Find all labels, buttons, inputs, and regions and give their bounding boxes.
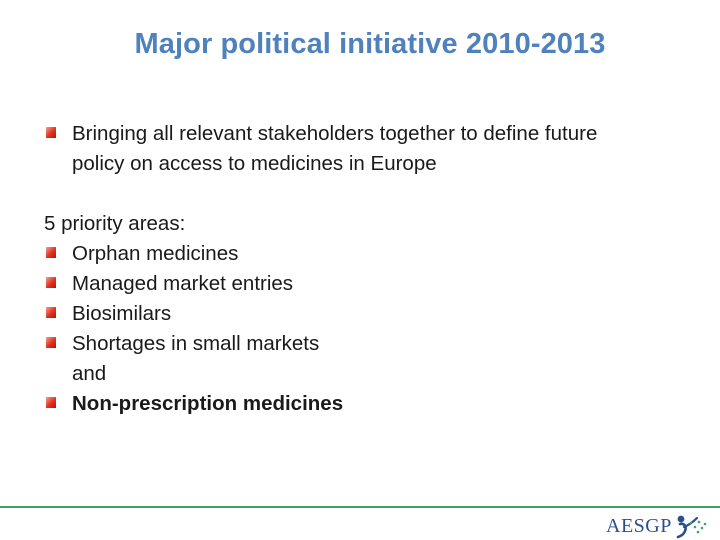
priority-item: Shortages in small markets	[72, 332, 320, 355]
logo-wordmark: AESGP	[606, 514, 672, 537]
logo-figure-icon	[675, 513, 709, 539]
bullet-square-icon	[46, 127, 56, 138]
priority-item: Managed market entries	[72, 272, 294, 295]
bullet-square-icon	[46, 247, 56, 258]
continuation-text: and	[72, 362, 107, 385]
bullet-square-icon	[46, 337, 56, 348]
bullet-square-icon	[46, 397, 56, 408]
bullet-square-icon	[46, 277, 56, 288]
footer-divider	[0, 506, 720, 508]
priority-item-bold: Non-prescription medicines	[72, 392, 344, 415]
aesgp-logo	[606, 512, 709, 540]
intro-text-line-2: policy on access to medicines in Europe	[72, 152, 437, 175]
priority-item: Biosimilars	[72, 302, 172, 325]
priority-heading: 5 priority areas:	[44, 212, 186, 235]
intro-text-line-1: Bringing all relevant stakeholders together to define future	[72, 122, 598, 145]
slide-title: Major political initiative 2010-2013	[134, 28, 606, 60]
priority-item: Orphan medicines	[72, 242, 239, 265]
bullet-square-icon	[46, 307, 56, 318]
